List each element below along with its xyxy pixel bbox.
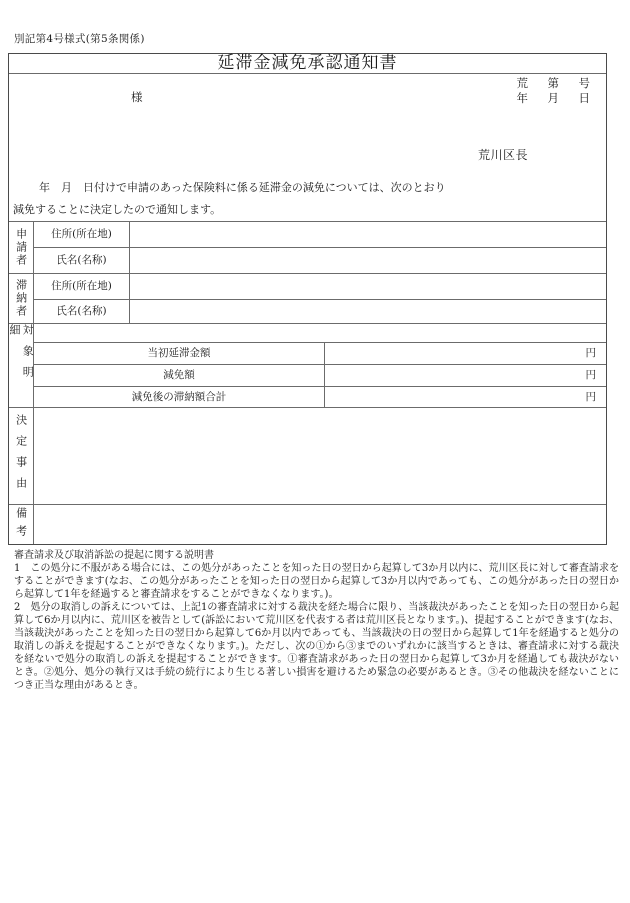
note-item-1: 1 この処分に不服がある場合には、この処分があったことを知った日の翌日から起算して3か月以内に、荒川区長に対して審査請求をすることができます(なお、この処分があったことを知った日の翌日から起算して3か月以内であっても、この処分があった日の翌日から起算して1年を経過すると審査請求をすることができなくなります。)。: [14, 563, 619, 600]
unit-yen: 円: [585, 347, 596, 360]
notes-title: 審査請求及び取消訴訟の提起に関する説明書: [14, 550, 214, 561]
issuer-name: 荒川区長: [478, 148, 529, 162]
unit-yen: 円: [585, 390, 596, 403]
row-label-initial-penalty: 当初延滞金額: [33, 342, 324, 364]
field-label-delinquent-address: 住所(所在地): [33, 273, 129, 299]
details-empty-row: [33, 323, 606, 342]
row-value-total-after-reduction: [324, 386, 606, 407]
body-line2: 減免することに決定したので通知します。: [13, 203, 222, 216]
section-header-applicant: 申請者: [9, 221, 33, 273]
section-header-delinquent: 滞納者: [9, 273, 33, 323]
section-header-details: 対象明細: [9, 323, 33, 407]
row-label-reduction-amount: 減免額: [33, 364, 324, 386]
field-label-applicant-address: 住所(所在地): [33, 221, 129, 247]
field-value-applicant-address: [129, 221, 606, 247]
notice-form-box: [8, 53, 607, 545]
document-date: 年 月 日: [516, 91, 594, 105]
row-value-initial-penalty: [324, 342, 606, 364]
body-line1: 年 月 日付けで申請のあった保険料に係る延滞金の減免については、次のとおり: [39, 181, 446, 194]
form-reference-label: 別記第4号様式(第5条関係): [14, 33, 145, 45]
section-header-remarks: 備考: [9, 504, 33, 544]
section-header-decision-reason: 決定事由: [9, 407, 33, 504]
notes-block: [14, 549, 619, 692]
field-label-delinquent-name: 氏名(名称): [33, 299, 129, 323]
field-value-remarks: [33, 504, 606, 544]
field-value-delinquent-address: [129, 273, 606, 299]
field-label-applicant-name: 氏名(名称): [33, 247, 129, 273]
field-value-decision-reason: [33, 407, 606, 504]
document-title: 延滞金減免承認通知書: [217, 53, 398, 74]
unit-yen: 円: [585, 369, 596, 382]
title-row: [9, 54, 606, 74]
document-number: 荒 第 号: [516, 76, 594, 90]
row-label-total-after-reduction: 減免後の滞納額合計: [33, 386, 324, 407]
addressee-honorific: 様: [131, 90, 143, 104]
note-item-2: 2 処分の取消しの訴えについては、上記1の審査請求に対する裁決を経た場合に限り、当該裁決があったことを知った日の翌日から起算して6か月以内に、荒川区を被告として(訴訟において荒川区を代表する者は荒川区長となります。)、提起することができます(なお、当該裁決があったことを知った日の翌日から起算して6か月以内であっても、当該裁決の日の翌日から起算して1年を経過すると処分の取消しの訴えを提起することができなくなります。)。ただし、次の①から③までのいずれかに該当するときは、審査請求に対する裁決を経ないで処分の取消しの訴えを提起することができます。①審査請求があった日の翌日から起算して3か月を経過しても裁決がないとき。②処分、処分の執行又は手続の続行により生じる著しい損害を避けるため緊急の必要があるとき。③その他裁決を経ないことにつき正当な理由があるとき。: [14, 602, 619, 691]
field-value-delinquent-name: [129, 299, 606, 323]
field-value-applicant-name: [129, 247, 606, 273]
row-value-reduction-amount: [324, 364, 606, 386]
